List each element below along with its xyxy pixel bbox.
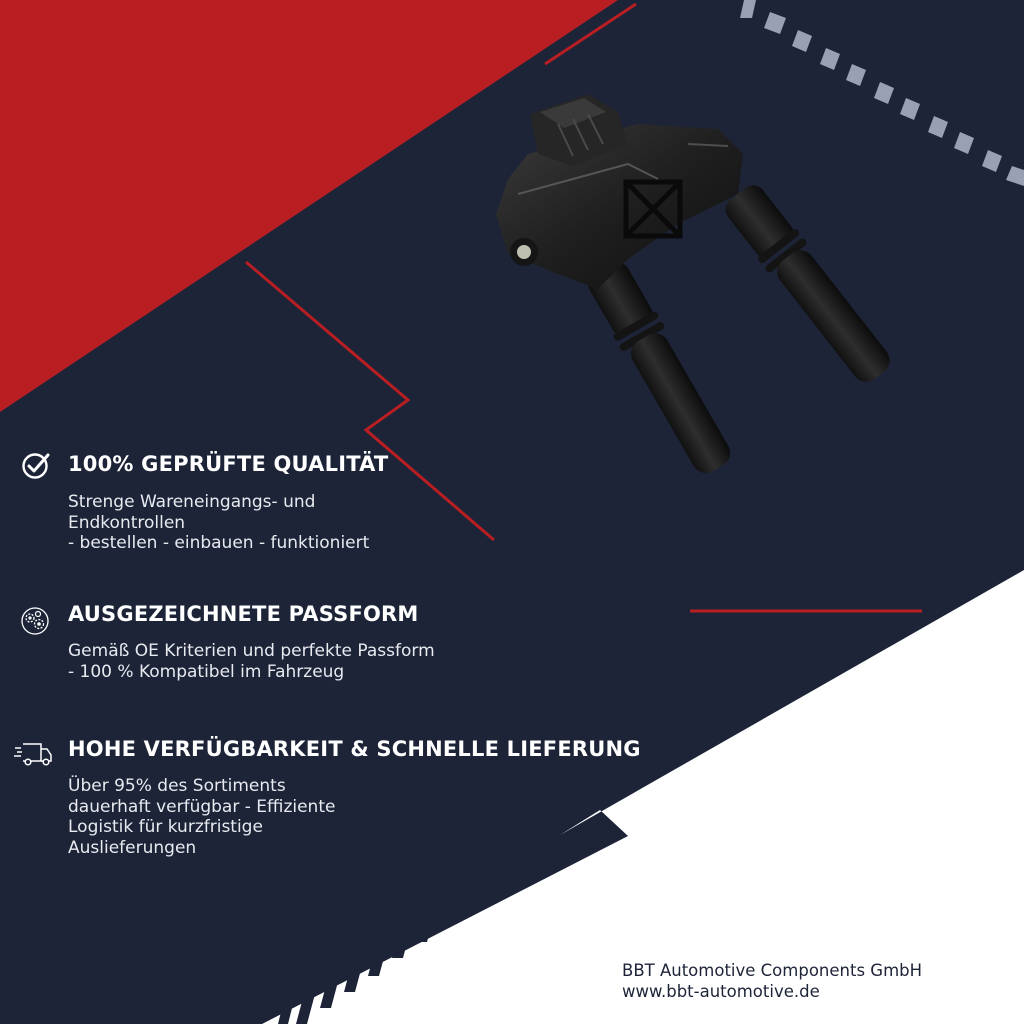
- company-info: [622, 960, 922, 1002]
- delivery-truck-icon: [14, 734, 54, 770]
- company-website: www.bbt-automotive.de: [622, 982, 820, 1001]
- feature-title: HOHE VERFÜGBARKEIT & SCHNELLE LIEFERUNG: [68, 737, 641, 761]
- check-circle-icon: [18, 449, 54, 485]
- feature-title: AUSGEZEICHNETE PASSFORM: [68, 602, 419, 626]
- feature-title: 100% GEPRÜFTE QUALITÄT: [68, 452, 389, 476]
- feature-description: Gemäß OE Kriterien und perfekte Passform - 100 % Kompatibel im Fahrzeug: [68, 641, 435, 682]
- company-name: BBT Automotive Components GmbH: [622, 961, 923, 980]
- feature-description: Strenge Wareneingangs- und Endkontrollen - bestellen - einbauen - funktioniert: [68, 492, 370, 553]
- ignition-coil-image: [488, 84, 908, 504]
- feature-description: Über 95% des Sortiments dauerhaft verfügbar - Effiziente Logistik für kurzfristige Auslieferungen: [68, 776, 336, 858]
- gears-icon: [18, 599, 54, 635]
